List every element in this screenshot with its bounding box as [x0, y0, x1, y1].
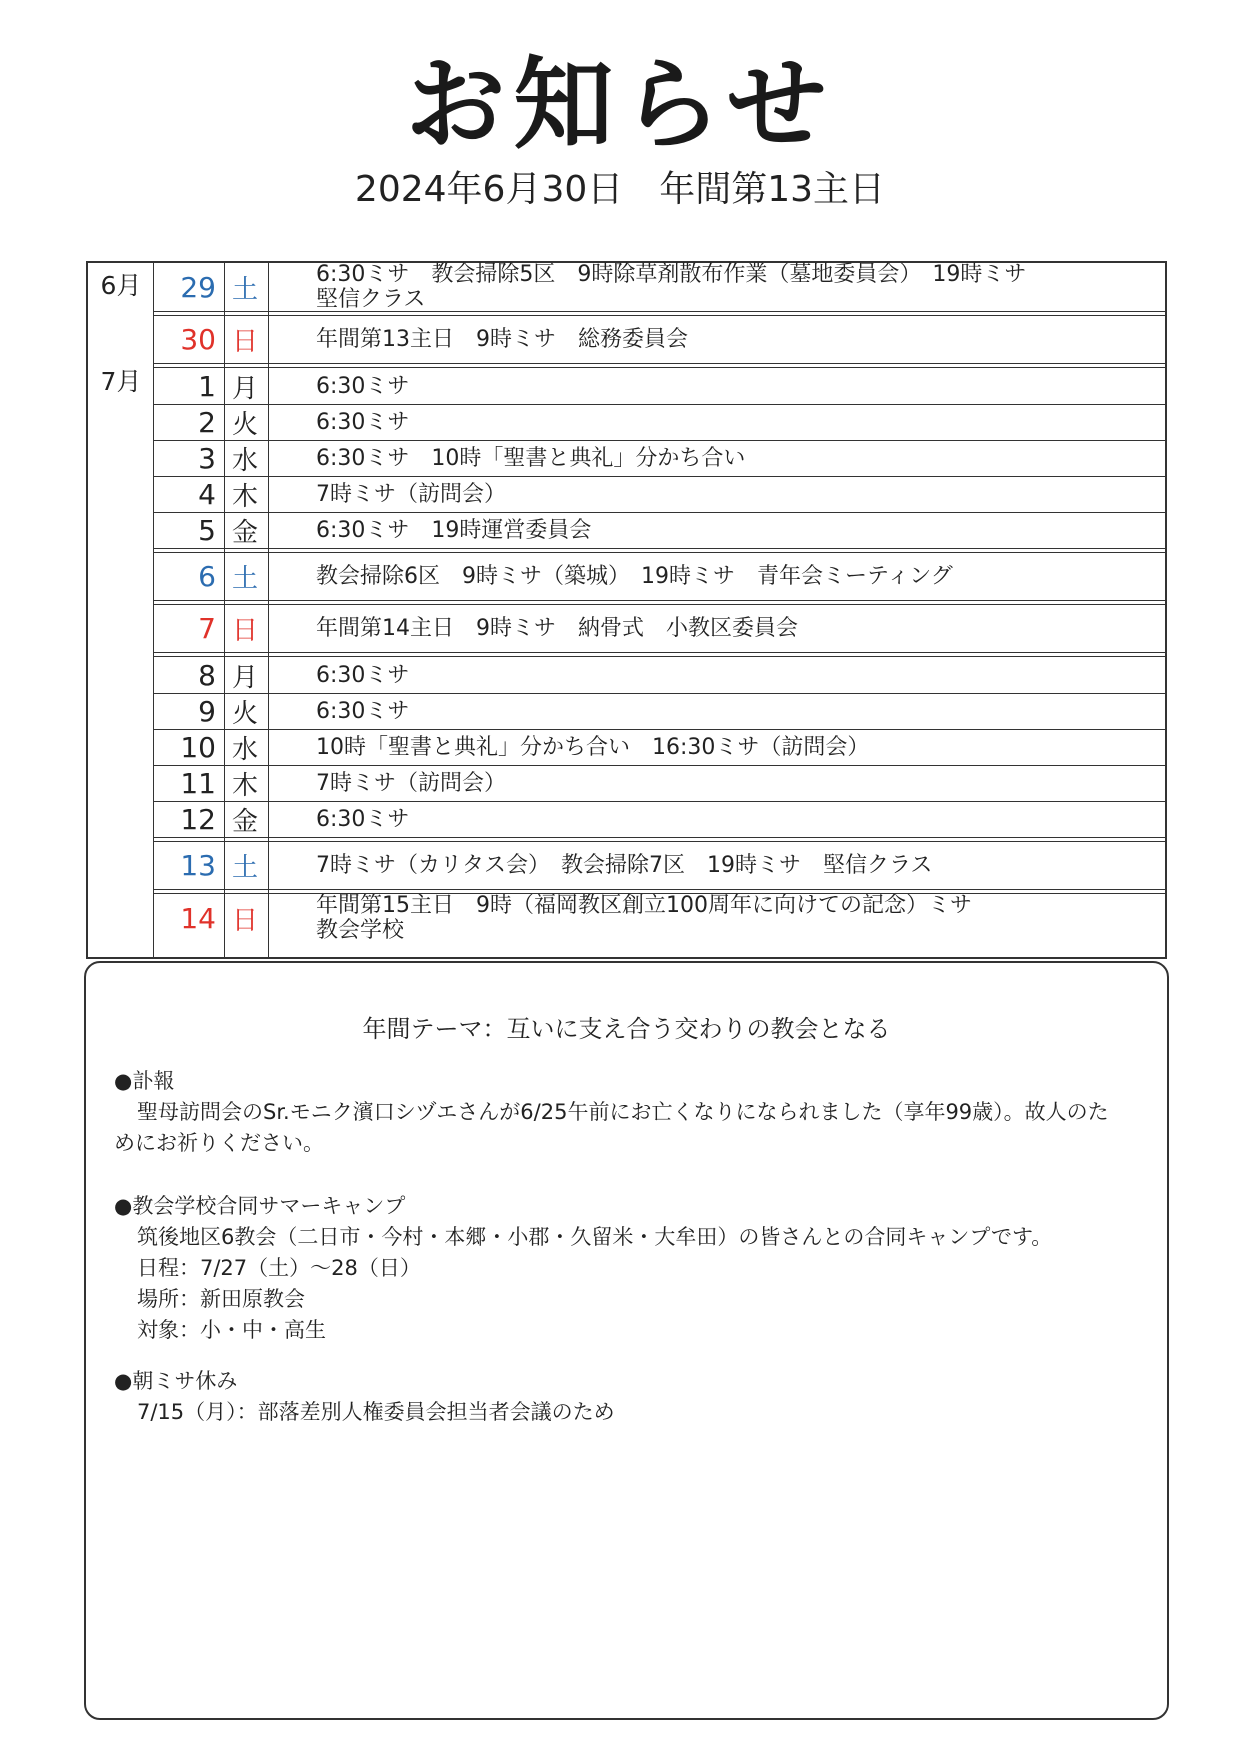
weekday: 火: [231, 698, 258, 729]
morning-mass-off-detail: 7/15（月）：部落差別人権委員会担当者会議のため: [137, 1400, 615, 1424]
schedule-row: [154, 801, 1165, 837]
notice-box: [84, 961, 1169, 1720]
weekday: 土: [231, 853, 258, 883]
row-divider: [154, 440, 1165, 441]
schedule-table: [86, 261, 1167, 959]
event-cell: [316, 605, 1155, 652]
schedule-row: [154, 894, 1165, 942]
annual-theme: 年間テーマ：互いに支え合う交わりの教会となる: [362, 1015, 891, 1043]
event-cell: [316, 368, 1155, 404]
event-text: 教会学校: [316, 918, 405, 943]
day-number: 5: [198, 513, 216, 547]
event-text: 6:30ミサ: [316, 409, 410, 435]
row-divider: [154, 801, 1165, 802]
event-cell: [316, 263, 1155, 311]
weekday: 土: [231, 564, 258, 594]
day-number: 10: [180, 730, 216, 764]
morning-mass-off-heading: ●朝ミサ休み: [114, 1369, 238, 1393]
obituary-text: 聖母訪問会のSr.モニク濱口シヅエさんが6/25午前にお亡くなりになられました（享年99歳）。故人のためにお祈りください。: [114, 1100, 1109, 1155]
week-separator: [153, 837, 1165, 842]
event-text: 6:30ミサ: [316, 698, 410, 724]
day-number: 30: [180, 323, 216, 356]
event-cell: [316, 657, 1155, 693]
day-number: 8: [198, 658, 216, 692]
event-text: 堅信クラス: [316, 287, 426, 312]
day-number: 1: [198, 369, 216, 403]
event-text: 教会掃除6区 9時ミサ（築城） 19時ミサ 青年会ミーティング: [316, 564, 953, 589]
row-divider: [154, 765, 1165, 766]
weekday: 水: [231, 734, 258, 765]
event-text: 年間第15主日 9時（福岡教区創立100周年に向けての記念）ミサ: [316, 893, 972, 918]
schedule-row: [154, 693, 1165, 729]
day-number: 4: [198, 477, 216, 511]
row-divider: [154, 512, 1165, 513]
weekday: 金: [231, 806, 258, 837]
schedule-row: [154, 368, 1165, 404]
weekday: 月: [231, 373, 258, 404]
event-text: 6:30ミサ: [316, 373, 410, 399]
schedule-row: [154, 476, 1165, 512]
week-separator: [153, 652, 1165, 657]
event-text: 7時ミサ（カリタス会） 教会掃除7区 19時ミサ 堅信クラス: [316, 853, 933, 878]
event-cell: [316, 842, 1155, 889]
event-cell: [316, 801, 1155, 837]
weekday: 日: [231, 905, 258, 936]
weekday: 木: [231, 481, 258, 512]
event-cell: [316, 316, 1155, 363]
event-text: 6:30ミサ 10時「聖書と典礼」分かち合い: [316, 445, 746, 471]
weekday: 日: [231, 327, 258, 357]
weekday: 水: [231, 445, 258, 476]
event-text: 6:30ミサ: [316, 806, 410, 832]
week-separator: [153, 889, 1165, 894]
day-number: 11: [180, 766, 216, 800]
row-divider: [154, 476, 1165, 477]
day-number: 14: [180, 901, 216, 935]
day-number: 12: [180, 802, 216, 836]
summer-camp-venue: 場所：新田原教会: [137, 1287, 305, 1311]
week-separator: [153, 311, 1165, 316]
morning-mass-off-section: [114, 1366, 1127, 1428]
day-number: 29: [180, 270, 216, 304]
obituary-section: [114, 1066, 1127, 1159]
event-cell: [316, 512, 1155, 548]
day-number: 9: [198, 694, 216, 728]
event-cell: [316, 693, 1155, 729]
event-cell: [316, 440, 1155, 476]
event-cell: [316, 404, 1155, 440]
row-divider: [154, 404, 1165, 405]
schedule-row: [154, 316, 1165, 363]
summer-camp-heading: ●教会学校合同サマーキャンプ: [114, 1194, 406, 1218]
event-text: 年間第14主日 9時ミサ 納骨式 小教区委員会: [316, 616, 798, 641]
summer-camp-description: 筑後地区6教会（二日市・今村・本郷・小郡・久留米・大牟田）の皆さんとの合同キャンプです。: [137, 1225, 1053, 1249]
event-cell: [316, 894, 1155, 942]
week-separator: [153, 600, 1165, 605]
event-cell: [316, 476, 1155, 512]
schedule-row: [154, 263, 1165, 311]
row-divider: [154, 729, 1165, 730]
day-number: 6: [198, 560, 216, 593]
schedule-row: [154, 440, 1165, 476]
schedule-row: [154, 605, 1165, 652]
weekday: 日: [231, 616, 258, 646]
summer-camp-target: 対象：小・中・高生: [137, 1318, 326, 1342]
weekday: 土: [231, 274, 258, 305]
obituary-heading: ●訃報: [114, 1069, 175, 1093]
row-divider: [154, 693, 1165, 694]
event-cell: [316, 765, 1155, 801]
week-separator: [153, 548, 1165, 553]
event-text: 年間第13主日 9時ミサ 総務委員会: [316, 327, 688, 352]
schedule-row: [154, 842, 1165, 889]
event-text: 7時ミサ（訪問会）: [316, 770, 506, 796]
event-text: 7時ミサ（訪問会）: [316, 481, 506, 507]
month-label-july: 7月: [100, 367, 142, 396]
summer-camp-dates: 日程：7/27（土）～28（日）: [137, 1256, 421, 1280]
event-cell: [316, 729, 1155, 765]
day-number: 7: [198, 612, 216, 645]
page-title: お知らせ: [405, 46, 835, 163]
event-text: 6:30ミサ 教会掃除5区 9時除草剤散布作業（墓地委員会） 19時ミサ: [316, 262, 1027, 287]
day-number: 3: [198, 441, 216, 475]
schedule-row: [154, 404, 1165, 440]
date-subtitle: 2024年6月30日 年間第13主日: [354, 169, 886, 210]
summer-camp-section: [114, 1191, 1127, 1346]
day-number: 13: [180, 849, 216, 882]
schedule-row: [154, 553, 1165, 600]
weekday: 木: [231, 770, 258, 801]
weekday: 金: [231, 517, 258, 548]
schedule-row: [154, 765, 1165, 801]
day-number: 2: [198, 405, 216, 439]
weekday: 火: [231, 409, 258, 440]
event-text: 6:30ミサ: [316, 662, 410, 688]
schedule-row: [154, 657, 1165, 693]
month-label-june: 6月: [100, 271, 142, 300]
weekday: 月: [231, 662, 258, 693]
schedule-row: [154, 512, 1165, 548]
event-text: 6:30ミサ 19時運営委員会: [316, 517, 592, 543]
week-separator: [153, 363, 1165, 368]
event-cell: [316, 553, 1155, 600]
event-text: 10時「聖書と典礼」分かち合い 16:30ミサ（訪問会）: [316, 734, 870, 760]
schedule-row: [154, 729, 1165, 765]
